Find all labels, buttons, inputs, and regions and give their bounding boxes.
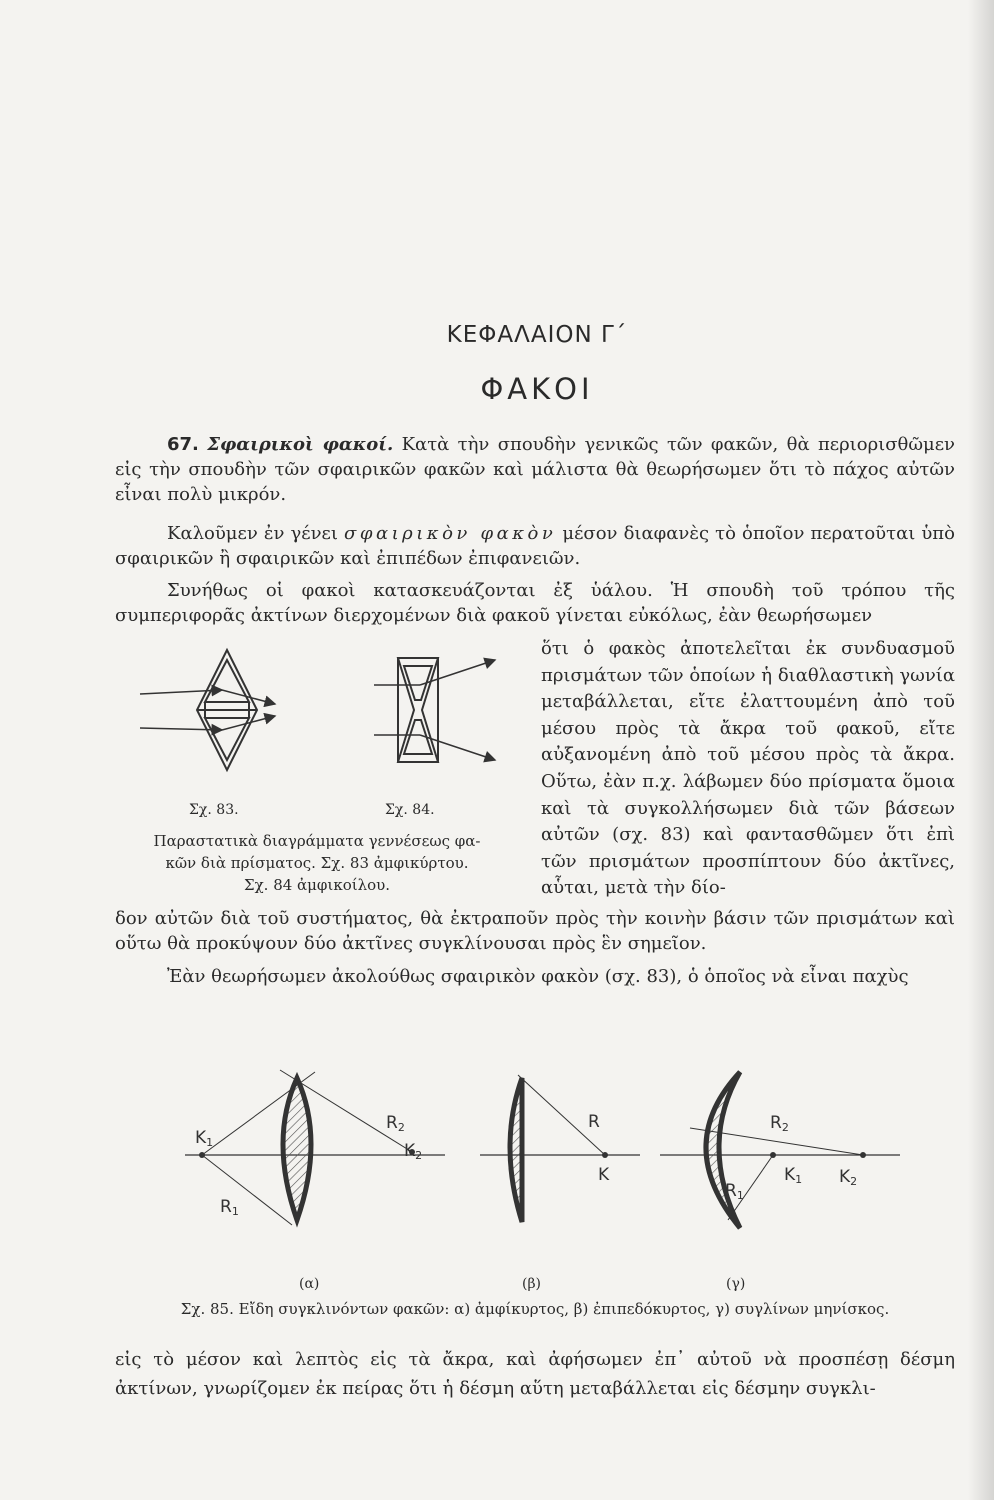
- figure-85a-sublabel: (α): [299, 1276, 320, 1292]
- page-edge-shadow: [968, 0, 994, 1500]
- label-r1: R: [220, 1197, 232, 1217]
- svg-text:R2: R2: [770, 1113, 789, 1134]
- paragraph-4: Ἐὰν θεωρήσωμεν ἀκολούθως σφαιρικὸν φακὸν (σχ. 83), ὁ ὁποῖος νὰ εἶναι παχὺς: [167, 966, 909, 987]
- figure-84-biconcave-prisms: [374, 658, 495, 762]
- figure-85c-labels: [725, 1113, 857, 1202]
- chapter-title: ΦΑΚΟΙ: [480, 372, 594, 406]
- figure-85: [180, 1060, 900, 1270]
- paragraph-5: εἰς τὸ μέσον καὶ λεπτὸς εἰς τὰ ἄκρα, καὶ ἀφήσωμεν ἐπ᾿ αὐτοῦ νὰ προσπέσῃ δέσμη ἀκτίνων, γνωρίζομεν ἐκ πείρας ὅτι ἡ δέσμη αὕτη μεταβάλλεται εἰς δέσμην συγκλι-: [115, 1349, 955, 1399]
- section-number: 67.: [167, 434, 199, 455]
- svg-text:R1: R1: [220, 1197, 239, 1218]
- paragraph-3-right-column: ὅτι ὁ φακὸς ἀποτελεῖται ἐκ συνδυασμοῦ πρισμάτων τῶν ὁποίων ἡ διαθλαστικὴ γωνία μεταβάλλεται, εἴτε ἐλαττουμένη ἀπὸ τοῦ μέσου πρὸς τὰ ἄκρα τοῦ φακοῦ, εἴτε αὐξανομένη ἀπὸ τοῦ μέσου πρὸς τὰ ἄκρα. Οὕτω, ἐὰν π.χ. λάβωμεν δύο πρίσματα ὅμοια καὶ τὰ συγκολλήσωμεν διὰ τῶν βάσεων αὐτῶν (σχ. 83) καὶ φαντασθῶμεν ὅτι ἐπὶ τῶν πρισμάτων προσπίπτουν δύο ἀκτῖνες, αὗται, μετὰ τὴν δίο-: [541, 638, 955, 899]
- figure-85b-sublabel: (β): [522, 1276, 542, 1292]
- svg-text:K1: K1: [784, 1165, 803, 1186]
- figure-83-84: [130, 640, 530, 790]
- figure-85b-planoconvex-lens: [480, 1075, 640, 1222]
- figure-84-label: Σχ. 84.: [385, 802, 435, 818]
- figure-85-caption: Σχ. 85. Εἴδη συγκλινόντων φακῶν: α) ἀμφίκυρτος, β) ἐπιπεδόκυρτος, γ) συγλίνων μηνίσκος.: [180, 1300, 890, 1318]
- label-k2: K: [839, 1167, 851, 1187]
- figure-83-label: Σχ. 83.: [189, 802, 239, 818]
- label-k1: K: [195, 1128, 207, 1148]
- svg-text:R2: R2: [386, 1113, 405, 1134]
- svg-text:K1: K1: [195, 1128, 214, 1149]
- label-r1: R: [725, 1181, 737, 1201]
- term-spherical-lens: σφαιρικὸν φακὸν: [344, 523, 557, 544]
- label-k1: K: [784, 1165, 796, 1185]
- figure-83-biconvex-prisms: [140, 650, 275, 770]
- label-r2: R: [770, 1113, 782, 1133]
- svg-text:K2: K2: [404, 1141, 423, 1162]
- paragraph-3: Συνήθως οἱ φακοὶ κατασκευάζονται ἐξ ὑάλου. Ἡ σπουδὴ τοῦ τρόπου τῆς συμπεριφορᾶς ἀκτίνων διερχομένων διὰ φακοῦ γίνεται εὐκόλως, ἐὰν θεωρήσωμεν: [115, 580, 955, 626]
- svg-text:K2: K2: [839, 1167, 858, 1188]
- label-r: R: [588, 1112, 600, 1132]
- chapter-label: ΚΕΦΑΛΑΙΟΝ Γ΄: [446, 322, 628, 348]
- svg-text:R1: R1: [725, 1181, 744, 1202]
- section-title: Σφαιρικοὶ φακοί.: [207, 434, 394, 455]
- label-k2: K: [404, 1141, 416, 1161]
- label-r2: R: [386, 1113, 398, 1133]
- label-k: K: [598, 1165, 610, 1185]
- figure-85c-meniscus-lens: [660, 1072, 900, 1228]
- paragraph-1: [115, 432, 955, 507]
- paragraph-2: Καλοῦμεν ἐν γένει σφαιρικὸν φακὸν μέσον διαφανὲς τὸ ὁποῖον περατοῦται ὑπὸ σφαιρικῶν ἢ σφαιρικῶν καὶ ἐπιπέδων ἐπιφανειῶν.: [115, 523, 955, 569]
- figure-85c-sublabel: (γ): [726, 1276, 746, 1292]
- figure-83-84-caption: Παραστατικὰ διαγράμματα γεννέσεως φα- κῶν διὰ πρίσματος. Σχ. 83 ἀμφικύρτου. Σχ. 84 ἀμφικοίλου.: [153, 832, 481, 894]
- paragraph-3-continued: δον αὐτῶν διὰ τοῦ συστήματος, θὰ ἐκτραποῦν πρὸς τὴν κοινὴν βάσιν τῶν πρισμάτων καὶ οὕτω θὰ προκύψουν δύο ἀκτῖνες συγκλίνουσαι πρὸς ἓν σημεῖον.: [115, 908, 955, 954]
- paragraph-1-text: Κατὰ τὴν σπουδὴν γενικῶς τῶν φακῶν, θὰ περιορισθῶμεν εἰς τὴν σπουδὴν τῶν σφαιρικῶν φακῶν καὶ μάλιστα θὰ θεωρήσωμεν ὅτι τὸ πάχος αὐτῶν εἶναι πολὺ μικρόν.: [115, 434, 955, 505]
- figure-85b-labels: [588, 1112, 610, 1185]
